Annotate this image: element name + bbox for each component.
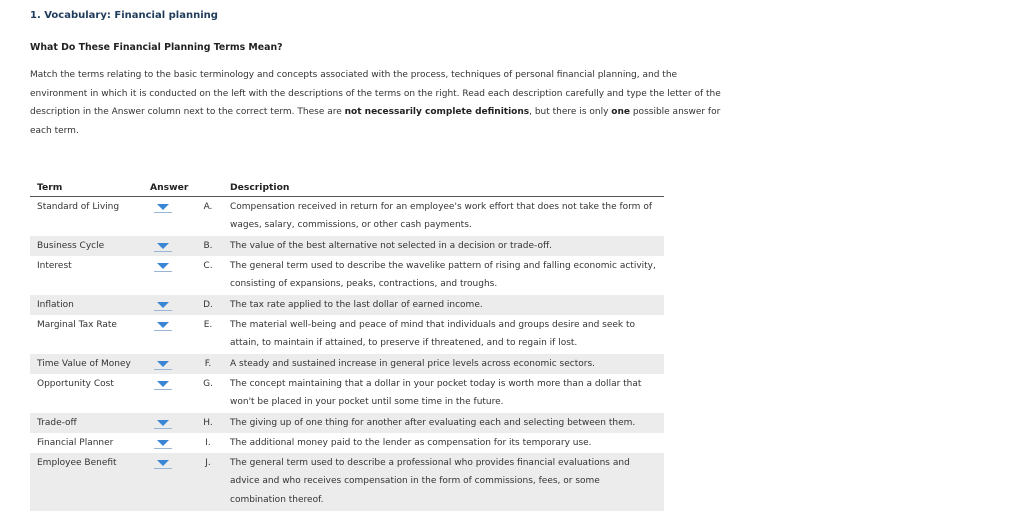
description-letter: D. [203,300,213,310]
dropdown-arrow-icon[interactable] [157,302,169,308]
table-row [30,413,664,433]
description-text: The general term used to describe a professional who provides financial evaluations and advice and who receives compensation in the form of commissions, fees, or some combination thereof. [230,457,630,505]
table-row [30,256,664,295]
dropdown-arrow-icon[interactable] [157,204,169,210]
term-label: Financial Planner [37,438,114,448]
instructions-text [30,66,735,141]
description-text: The material well-being and peace of mind that individuals and groups desire and seek to attain, to maintain if attained, to preserve if threatened, and to regain if lost. [230,319,636,348]
table-row [30,315,664,354]
section-title: What Do These Financial Planning Terms Mean? [30,42,283,53]
table-row [30,197,664,236]
description-letter: E. [203,320,213,330]
term-label: Trade-off [37,418,77,428]
instructions-part-3: possible answer for each term. [30,107,721,137]
description-text: A steady and sustained increase in general price levels across economic sectors. [230,358,596,369]
description-text: The giving up of one thing for another after evaluating each and selecting between them. [230,417,636,428]
header-term: Term [37,182,63,193]
description-text: The additional money paid to the lender as compensation for its temporary use. [230,437,592,448]
term-label: Marginal Tax Rate [37,320,117,330]
table-row [30,433,664,453]
dropdown-arrow-icon[interactable] [157,322,169,328]
header-answer: Answer [150,182,189,193]
dropdown-arrow-icon[interactable] [157,381,169,387]
instructions-bold-2: one [611,107,630,118]
answer-dropdown[interactable] [154,240,172,252]
description-text: The concept maintaining that a dollar in your pocket today is worth more than a dollar that won't be placed in your pocket until some time in the future. [230,378,642,407]
term-label: Interest [37,261,72,271]
description-text: Compensation received in return for an employee's work effort that does not take the form of wages, salary, commissions, or other cash payments. [230,201,652,230]
table-row [30,295,664,315]
description-letter: A. [203,202,213,212]
dropdown-arrow-icon[interactable] [157,440,169,446]
header-description: Description [230,182,290,193]
term-label: Business Cycle [37,241,105,251]
dropdown-arrow-icon[interactable] [157,263,169,269]
answer-dropdown[interactable] [154,378,172,390]
dropdown-arrow-icon[interactable] [157,460,169,466]
term-label: Inflation [37,300,74,310]
description-letter: G. [203,379,213,389]
answer-dropdown[interactable] [154,457,172,469]
table-row [30,354,664,374]
instructions-bold-1: not necessarily complete definitions [344,107,530,118]
dropdown-arrow-icon[interactable] [157,420,169,426]
term-label: Opportunity Cost [37,379,114,389]
description-letter: J. [205,458,211,468]
description-text: The tax rate applied to the last dollar of earned income. [230,299,483,310]
instructions-part-1: Match the terms relating to the basic terminology and concepts associated with the process, techniques of personal financial planning, and the environment in which it is conducted on the left with the descriptions of the terms on the right. Read each description carefully and type the letter of the description in the Answer column next to the correct term. These are [30,70,721,118]
dropdown-arrow-icon[interactable] [157,243,169,249]
answer-dropdown[interactable] [154,319,172,331]
answer-dropdown[interactable] [154,358,172,370]
table-row [30,453,664,511]
term-label: Standard of Living [37,202,120,212]
description-letter: I. [205,438,211,448]
description-text: The general term used to describe the wavelike pattern of rising and falling economic activity, consisting of expansions, peaks, contractions, and troughs. [230,260,656,289]
assignment-title: 1. Vocabulary: Financial planning [30,10,218,21]
table-row [30,236,664,256]
answer-dropdown[interactable] [154,437,172,449]
answer-dropdown[interactable] [154,299,172,311]
answer-dropdown[interactable] [154,260,172,272]
answer-dropdown[interactable] [154,417,172,429]
matching-table [30,180,664,511]
instructions-part-2: , but there is only [529,107,612,118]
description-letter: H. [203,418,213,428]
description-letter: C. [203,261,213,271]
table-row [30,374,664,413]
term-label: Time Value of Money [37,359,131,369]
dropdown-arrow-icon[interactable] [157,361,169,367]
answer-dropdown[interactable] [154,201,172,213]
term-label: Employee Benefit [37,458,117,468]
description-letter: B. [203,241,213,251]
table-header [30,180,664,197]
description-letter: F. [204,359,212,369]
description-text: The value of the best alternative not selected in a decision or trade-off. [230,240,553,251]
